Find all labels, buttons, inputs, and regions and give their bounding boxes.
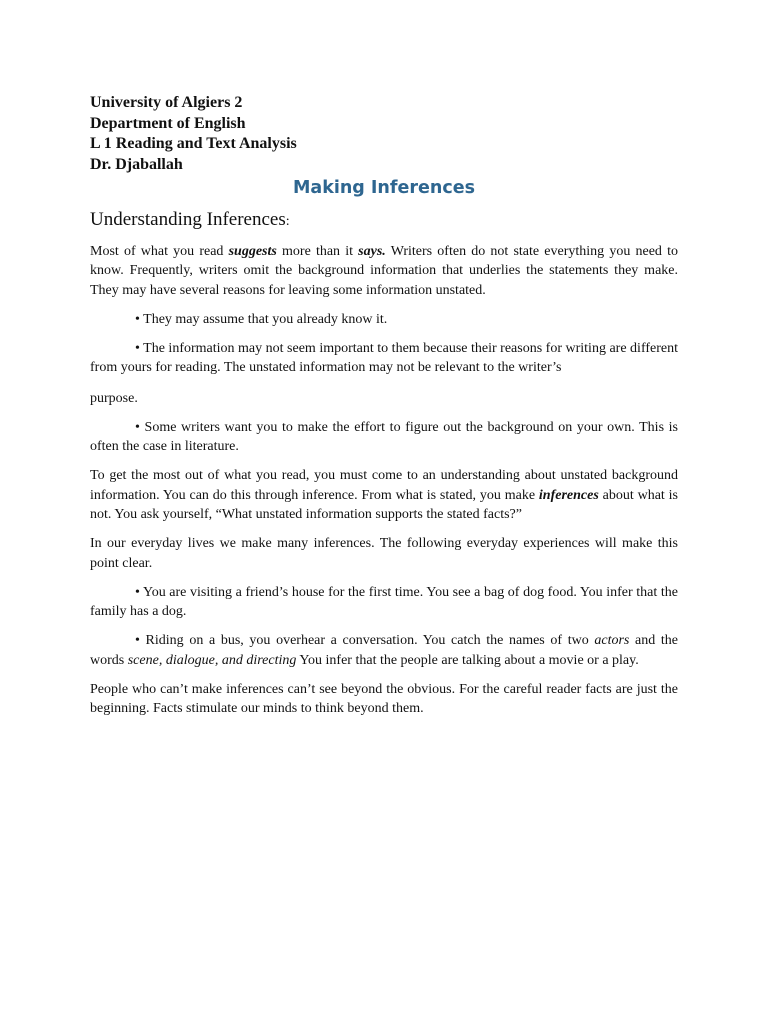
unstated-text-a: To get the most out of what you read, you must come to an understanding about unstated background information. You can do this through inference. From what is stated, you make — [90, 468, 678, 503]
example-bus-conversation — [90, 631, 678, 670]
intro-emphasis-says: says. — [358, 243, 386, 259]
bullet-not-important-continued: purpose. — [90, 390, 138, 406]
example2-emphasis-actors: actors — [594, 633, 630, 649]
example-dog-food: • You are visiting a friend’s house for the first time. You see a bag of dog food. You infer that the family has a dog. — [90, 584, 678, 620]
section-heading-colon: : — [285, 213, 290, 229]
intro-text-e: Writers often do not state everything you need to know. Frequently, writers omit the background information that underlies the statements they make. They may have several reasons for leaving some information unstated. — [90, 243, 678, 298]
example2-text-a: • Riding on a bus, you overhear a conversation. You catch the names of two — [135, 633, 595, 649]
intro-text-a: Most of what you read — [90, 243, 229, 259]
bullet-not-important: • The information may not seem important to them because their reasons for writing are different from yours for reading. The unstated information may not be relevant to the writer’s — [90, 340, 678, 376]
document-header — [90, 93, 678, 176]
section-heading-text: Understanding Inferences — [90, 208, 286, 230]
example2-text-e: You infer that the people are talking about a movie or a play. — [296, 652, 639, 668]
example2-text-c: and the words — [90, 633, 678, 668]
unstated-text-c: about what is not. You ask yourself, “What unstated information supports the stated facts?” — [90, 487, 678, 523]
department-name: Department of English — [90, 114, 246, 132]
course-name: L 1 Reading and Text Analysis — [90, 135, 297, 153]
bullet-figure-out: • Some writers want you to make the effort to figure out the background on your own. This is often the case in literature. — [90, 419, 678, 455]
instructor-name: Dr. Djaballah — [90, 156, 183, 174]
intro-emphasis-suggests: suggests — [228, 243, 277, 259]
section-heading — [90, 208, 678, 234]
intro-text-c: more than it — [276, 243, 359, 259]
paragraph-everyday: In our everyday lives we make many inferences. The following everyday experiences will make this point clear. — [90, 536, 678, 571]
paragraph-conclusion: People who can’t make inferences can’t see beyond the obvious. For the careful reader facts are just the beginning. Facts stimulate our minds to think beyond them. — [90, 681, 678, 717]
paragraph-intro — [90, 242, 678, 301]
paragraph-unstated-background — [90, 466, 678, 525]
unstated-emphasis-inferences: inferences — [538, 487, 599, 503]
document-page — [90, 93, 678, 728]
document-title: Making Inferences — [292, 177, 475, 198]
university-name: University of Algiers 2 — [90, 94, 243, 111]
bullet-already-know: • They may assume that you already know it. — [135, 311, 388, 327]
example2-emphasis-words: scene, dialogue, and directing — [127, 652, 297, 668]
